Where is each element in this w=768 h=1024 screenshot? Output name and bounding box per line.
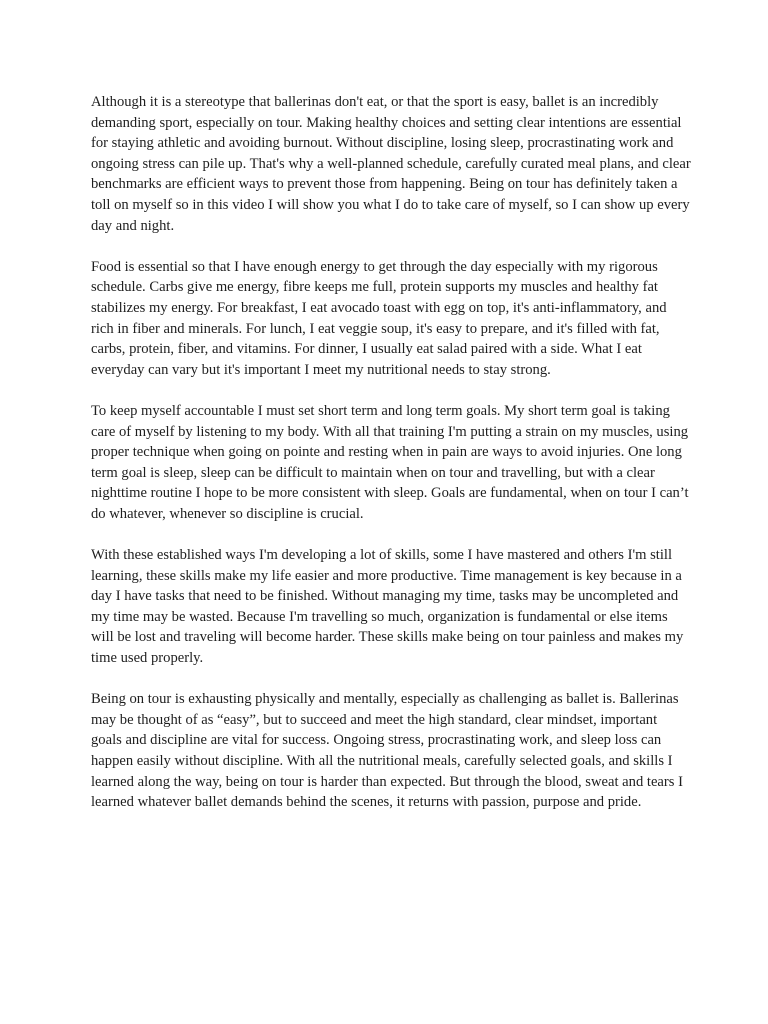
paragraph-intro: Although it is a stereotype that ballerinas don't eat, or that the sport is easy, ballet is an incredibly demanding sport, especially on tour. Making healthy choices and setting clear intentions are essential for staying athletic and avoiding burnout. Without discipline, losing sleep, procrastinating work and ongoing stress can pile up. That's why a well-planned schedule, carefully curated meal plans, and clear benchmarks are efficient ways to prevent those from happening. Being on tour has definitely taken a toll on myself so in this video I will show you what I do to take care of myself, so I can show up every day and night. <box>91 94 691 234</box>
paragraph-food: Food is essential so that I have enough energy to get through the day especially with my rigorous schedule. Carbs give me energy, fibre keeps me full, protein supports my muscles and healthy fat stabilizes my energy. For breakfast, I eat avocado toast with egg on top, it's anti-inflammatory, and rich in fiber and minerals. For lunch, I eat veggie soup, it's easy to prepare, and it's filled with fat, carbs, protein, fiber, and vitamins. For dinner, I usually eat salad paired with a side. What I eat everyday can vary but it's important I meet my nutritional needs to stay strong. <box>91 258 667 378</box>
paragraph-skills: With these established ways I'm developing a lot of skills, some I have mastered and others I'm still learning, these skills make my life easier and more productive. Time management is key because in a day I have tasks that need to be finished. Without managing my time, tasks may be uncompleted and my time may be wasted. Because I'm travelling so much, organization is fundamental or else items will be lost and traveling will become harder. These skills make being on tour painless and makes my time used properly. <box>91 547 684 667</box>
document-page <box>91 92 691 833</box>
paragraph-conclusion: Being on tour is exhausting physically and mentally, especially as challenging as ballet is. Ballerinas may be thought of as “easy”, but to succeed and meet the high standard, clear mindset, important goals and discipline are vital for success. Ongoing stress, procrastinating work, and sleep loss can happen easily without discipline. With all the nutritional meals, carefully selected goals, and skills I learned along the way, being on tour is harder than expected. But through the blood, sweat and tears I learned whatever ballet demands behind the scenes, it returns with passion, purpose and pride. <box>91 691 683 811</box>
paragraph-goals: To keep myself accountable I must set short term and long term goals. My short term goal is taking care of myself by listening to my body. With all that training I'm putting a strain on my muscles, using proper technique when going on pointe and resting when in pain are ways to avoid injuries. One long term goal is sleep, sleep can be difficult to maintain when on tour and travelling, but with a clear nighttime routine I hope to be more consistent with sleep. Goals are fundamental, when on tour I can’t do whatever, whenever so discipline is crucial. <box>91 402 689 522</box>
